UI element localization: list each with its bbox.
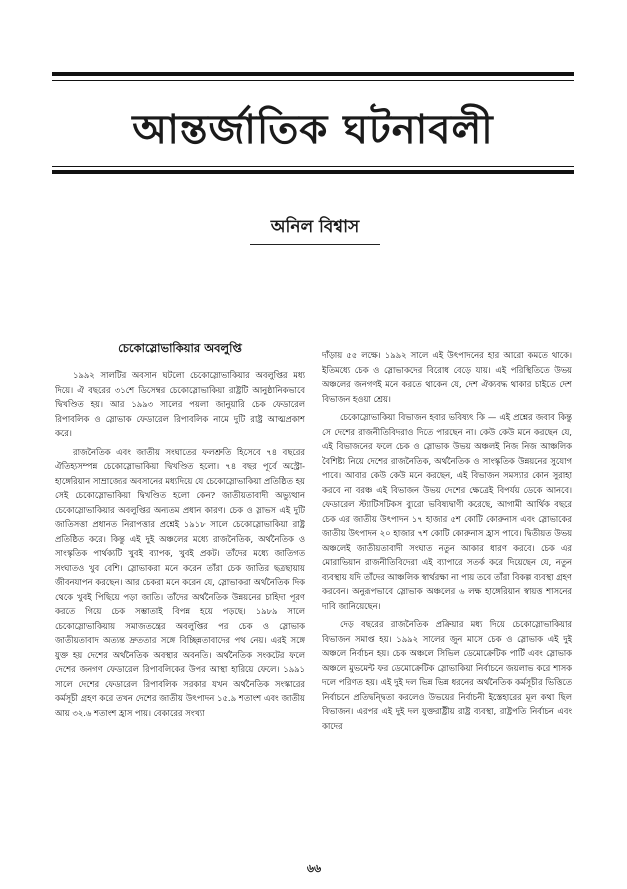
paragraph: ১৯৯২ সালটির অবসান ঘটলো চেকোস্লোভাকিয়ার অবলুপ্তির মধ্য দিয়ে। ঐ বছরের ৩১শে ডিসেম্বর চেকোস্লোভাকিয়া রাষ্ট্রটি আনুষ্ঠানিকভাবে দ্বিখণ্ডিত হয়। আর ১৯৯৩ সালের পয়লা জানুয়ারি চেক ফেডারেল রিপাবলিক ও স্লোভাক ফেডারেল রিপাবলিক নামে দুটি রাষ্ট্র আত্মপ্রকাশ করে। [55,370,305,438]
article-column-left [55,340,305,855]
article-column-right [322,348,572,863]
page-title: আন্তর্জাতিক ঘটনাবলী [132,106,494,153]
bottom-rule-inner [52,166,574,167]
paragraph: রাজনৈতিক এবং জাতীয় সংঘাতের ফলশ্রুতি হিসেবে ৭৪ বছরের ঐতিহ্যসম্পন্ন চেকোস্লোভাকিয়া দ্বিখণ্ডিত হলো। ৭৪ বছর পূর্বে অস্ট্রো-হাঙ্গেরিয়ান সাম্রাজ্যের অবসানের মধ্যদিয়ে যে চেকোস্লোভাকিয়া প্রতিষ্ঠিত হয় সেই চেকোস্লোভাকিয়া দ্বিখণ্ডিত হলো কেন? জাতীয়তাবাদী অভ্যুত্থান চেকোস্লোভাকিয়ার অবলুপ্তির অন্যতম প্রধান কারণ। চেক ও স্লাভস এই দুটি জাতিসত্তা প্রধানত নিরাপত্তার প্রশ্নেই ১৯১৮ সালে চেকোস্লোভাকিয়া রাষ্ট্র প্রতিষ্ঠিত করে। কিন্তু এই দুই অঞ্চলের মধ্যে রাজনৈতিক, অর্থনৈতিক ও সাংস্কৃতিক পার্থক্যটি খুবই ব্যাপক, খুবই প্রকট। তাঁদের মধ্যে জাতিগত সংঘাতও খুব বেশি। স্লোভাকরা মনে করেন তাঁরা চেক জাতির ছত্রছায়ায় জীবনযাপন করছেন। আর চেকরা মনে করেন যে, স্লোভাকরা অর্থনৈতিক দিক থেকে খুবই পিছিয়ে পড়া জাতি। তাঁদের অর্থনৈতিক উন্নয়নের চাহিদা পূরণ করতে গিয়ে চেক সম্ভাতাই বিপন্ন হয়ে পড়ছে। ১৯৮৯ সালে চেকোস্লোভাকিয়ায় সমাজতন্ত্রের অবলুপ্তির পর চেক ও স্লোভাক জাতীয়তাবাদ অত্যন্ত দ্রুততার সঙ্গে বিচ্ছিন্নতাবাদের পথ নেয়। এরই সঙ্গে যুক্ত হয় দেশের অর্থনৈতিক অবস্থার অবনতি। অর্থনৈতিক সংকটের ফলে দেশের জনগণ ফেডারেল রিপাবলিকের উপর আস্থা হারিয়ে ফেলে। ১৯৯১ সালে দেশের ফেডারেল রিপাবলিক সরকার যখন অর্থনৈতিক সংস্কারের কর্মসূচী গ্রহণ করে তখন দেশের জাতীয় উৎপাদন ১৫.৯ শতাংশ এবং জাতীয় আয় ৩২.৬ শতাংশ হ্রাস পায়। বেকারের সংখ্যা [55,446,305,718]
page-number: ৬৬ [306,862,322,875]
author-name: অনিল বিশ্বাস [250,214,380,245]
section-heading: চেকোস্লোভাকিয়ার অবলুপ্তি [118,341,242,355]
top-rule-inner [52,80,574,81]
bottom-rule [52,170,574,174]
paragraph: দেড় বছরের রাজনৈতিক প্রক্রিয়ার মধ্য দিয়ে চেকোস্লোভাকিয়ার বিভাজন সমাপ্ত হয়। ১৯৯২ সালের জুন মাসে চেক ও স্লোভাক এই দুই অঞ্চলে নির্বাচন হয়। চেক অঞ্চলে সিভিল ডেমোক্রেটিক পার্টি এবং স্লোভাক অঞ্চলে মুভমেন্ট ফর ডেমোক্রেটিক স্লোভাকিয়া নির্বাচনে জয়লাভ করে শাসক দলে পরিণত হয়। এই দুই দল ভিন্ন ভিন্ন ধরনের অর্থনৈতিক কর্মসূচীর ভিত্তিতে নির্বাচনে প্রতিদ্বন্দ্বিতা করলেও উভয়ের নির্বাচনী ইস্তেহারের মূল কথা ছিল বিভাজন। এরপর এই দুই দল যুক্তরাষ্ট্রীয় রাষ্ট্র ব্যবস্থা, রাষ্ট্রপতি নির্বাচন এবং কাদের [322,619,572,731]
top-rule [52,72,574,76]
paragraph: চেকোস্লোভাকিয়া বিভাজন হবার ভবিষ্যৎ কি — এই প্রশ্নের জবাব কিন্তু সে দেশের রাজনীতিবিদরাও দিতে পারছেন না। কেউ কেউ মনে করছেন যে, এই বিভাজনের ফলে চেক ও স্লোভাক উভয় অঞ্চলই নিজ নিজ আঞ্চলিক বৈশিষ্ট্য নিয়ে দেশের রাজনৈতিক, অর্থনৈতিক ও সাংস্কৃতিক উন্নয়নের সুযোগ পাবে। আবার কেউ কেউ মনে করছেন, এই বিভাজন সমস্যার কোন সুরাহা করবে না বরঞ্চ এই বিভাজন উভয় দেশের ক্ষেত্রেই বিপর্যয় ডেকে আনবে। ফেডারেল স্ট্যাটিসটিকস ব্যুরো ভবিষ্যদ্বাণী করেছে, আগামী আর্থিক বছরে চেক এর জাতীয় উৎপাদন ১৭ হাজার ৫শ কোটি কোরুনাস এবং স্লোভাকের জাতীয় উৎপাদন ২০ হাজার ৭শ কোটি কোরুনাস হ্রাস পাবে। দ্বিতীয়ত উভয় অঞ্চলেই জাতীয়তাবাদী সংঘাত নতুন আকার ধারণ করবে। চেক এর মোরাভিয়ান রাজনীতিবিদেরা এই ব্যাপারে সতর্ক করে দিয়েছেন যে, নতুন ব্যবস্থায় যদি তাঁদের আঞ্চলিক স্বার্থরক্ষা না পায় তবে তাঁরা বিকল্প ব্যবস্থা গ্রহণ করবেন। অনুরূপভাবে স্লোভাক অঞ্চলের ৬ লক্ষ হাঙ্গেরিয়ান স্বায়ত্ত শাসনের দাবি জানিয়েছেন। [322,412,572,611]
paragraph: দাঁড়ায় ৫৫ লক্ষে। ১৯৯২ সালে এই উৎপাদনের হার আরো কমতে থাকে। ইতিমধ্যে চেক ও স্লোভাকদের বিরোধ বেড়ে যায়। এই পরিস্থিতিতে উভয় অঞ্চলের জনগণই মনে করতে থাকেন যে, দেশ ঐক্যবদ্ধ থাকার চাইতে দেশ বিভাজন হওয়া শ্রেয়। [322,350,572,404]
